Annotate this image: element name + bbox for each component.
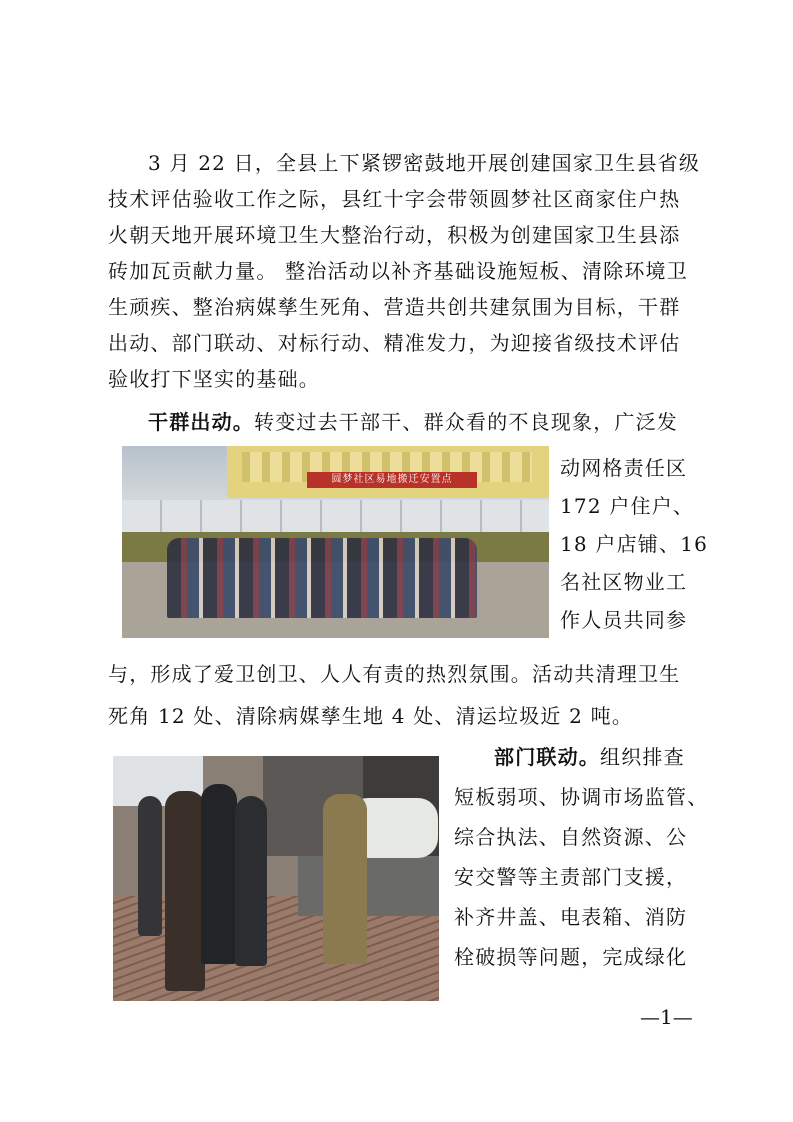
intro-line-4: 砖加瓦贡献力量。 整治活动以补齐基础设施短板、清除环境卫	[108, 259, 688, 283]
volunteer-group	[167, 538, 477, 618]
section2-first-line	[494, 739, 685, 775]
intro-line-5: 生顽疾、整治病媒孳生死角、营造共创共建氛围为目标，干群	[108, 295, 681, 319]
section2-side-line-1: 短板弱项、协调市场监管、	[454, 785, 709, 809]
intro-line-2: 技术评估验收工作之际，县红十字会带领圆梦社区商家住户热	[108, 187, 681, 211]
section2-side-line-3: 安交警等主责部门支援，	[454, 865, 688, 889]
section1-side-line-5: 作人员共同参	[560, 608, 688, 632]
section2-side-line-2: 综合执法、自然资源、公	[454, 825, 688, 849]
section1-first-line	[148, 404, 678, 440]
intro-line-7: 验收打下坚实的基础。	[108, 367, 320, 391]
photo-banner-text: 圆梦社区易地搬迁安置点	[307, 472, 477, 488]
intro-line-6: 出动、部门联动、对标行动、精准发力，为迎接省级技术评估	[108, 331, 681, 355]
department-inspection-photo	[113, 756, 439, 1001]
section2-heading: 部门联动。	[494, 745, 600, 769]
intro-line-3: 火朝天地开展环境卫生大整治行动，积极为创建国家卫生县添	[108, 223, 681, 247]
section1-heading: 干群出动。	[148, 410, 254, 434]
section1-after-line-1: 与，形成了爱卫创卫、人人有责的热烈氛围。活动共清理卫生	[108, 662, 681, 686]
section1-side-line-2: 172 户住户、	[560, 494, 695, 518]
section2-side-line-5: 栓破损等问题，完成绿化	[454, 945, 688, 969]
section1-side-line-3: 18 户店铺、16	[560, 532, 709, 556]
page-number: —1—	[640, 1005, 693, 1029]
section2-first-line-text: 组织排查	[600, 745, 685, 769]
section2-side-line-4: 补齐井盖、电表箱、消防	[454, 905, 688, 929]
section1-side-line-1: 动网格责任区	[560, 456, 688, 480]
section1-after-line-2: 死角 12 处、清除病媒孳生地 4 处、清运垃圾近 2 吨。	[108, 704, 634, 728]
section1-side-line-4: 名社区物业工	[560, 570, 688, 594]
section1-first-line-text: 转变过去干部干、群众看的不良现象，广泛发	[254, 410, 678, 434]
cleanup-group-photo	[122, 446, 549, 638]
intro-line-1: 3 月 22 日，全县上下紧锣密鼓地开展创建国家卫生县省级	[148, 151, 701, 175]
